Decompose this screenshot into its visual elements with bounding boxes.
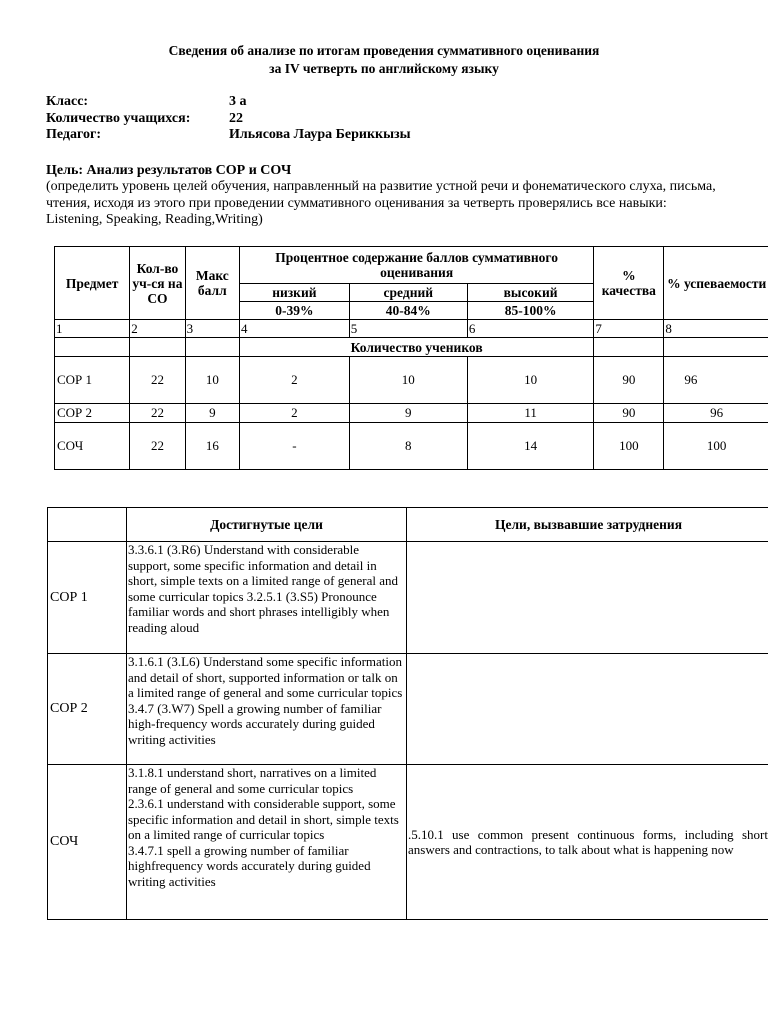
row-low: 2 [239, 357, 349, 404]
row-subject: СОЧ [55, 423, 130, 470]
header-high: высокий [467, 284, 593, 302]
row-progress: 100 [664, 423, 768, 470]
goal-description: (определить уровень целей обучения, направленный на развитие устной речи и фонематического слуха, письма, чтения, исходя из этого при проведении суммативного оценивания за четверть проверялись все навыки: Listening, Speaking, Reading,Writing) [46, 179, 716, 227]
students-label: Количество учащихся: [46, 110, 191, 126]
row-quality: 90 [594, 404, 664, 423]
row-quality: 90 [594, 357, 664, 404]
document-title-line1: Сведения об анализе по итогам проведения суммативного оценивания [168, 43, 600, 58]
col-number: 2 [130, 320, 185, 338]
row-low: - [239, 423, 349, 470]
difficulty-goal: .5.10.1 use common present continuous forms, including short answers and contractions, to talk about what is happening now [407, 765, 768, 920]
header-low: низкий [239, 284, 349, 302]
table-row [48, 542, 768, 654]
teacher-label: Педагог: [46, 127, 102, 142]
col-number: 5 [349, 320, 467, 338]
results-table [54, 246, 768, 470]
header-mid-range: 40-84% [349, 302, 467, 320]
row-subject: СОР 2 [55, 404, 130, 423]
row-count: 22 [130, 404, 185, 423]
row-count: 22 [130, 423, 185, 470]
students-value: 22 [229, 110, 243, 126]
teacher-value: Ильясова Лаура Бериккызы [229, 127, 411, 142]
row-mid: 8 [349, 423, 467, 470]
document-title-line2: за IV четверть по английскому языку [269, 61, 499, 76]
achieved-goal: 3.3.6.1 (3.R6) Understand with considerable support, some specific information and detail in short, simple texts on a limited range of general and some curricular topics 3.2.5.1 (3.S5) Pronounce familiar words and short phrases intelligibly when reading aloud [128, 542, 399, 635]
header-percent-content: Процентное содержание баллов суммативного оценивания [239, 247, 593, 284]
students-count-label: Количество учеников [239, 338, 593, 357]
class-label: Класс: [46, 94, 89, 109]
table-row [48, 765, 768, 920]
row-mid: 10 [349, 357, 467, 404]
col-number: 7 [594, 320, 664, 338]
achieved-goal: 2.3.6.1 understand with considerable support, some specific information and detail in short, simple texts on a limited range of curricular topics [128, 796, 399, 842]
achieved-goal: 3.1.6.1 (3.L6) Understand some specific information and detail of short, supported information or talk on a limited range of general and some curricular topics 3.4.7 (3.W7) Spell a growing number of familiar high-frequency words accurately during guided writing activities [128, 654, 403, 747]
col-number: 6 [467, 320, 593, 338]
header-difficulties: Цели, вызвавшие затруднения [407, 508, 768, 542]
col-number: 8 [664, 320, 768, 338]
table-row [55, 404, 768, 423]
col-number: 4 [239, 320, 349, 338]
header-quality: % качества [594, 247, 664, 320]
row-name: СОР 1 [48, 542, 127, 654]
header-max: Макс балл [185, 247, 239, 320]
row-high: 14 [467, 423, 593, 470]
info-block [46, 94, 411, 144]
header-subject: Предмет [55, 247, 130, 320]
difficulty-goal [407, 654, 768, 765]
achieved-goal: 3.1.8.1 understand short, narratives on a limited range of general and some curricular topics [128, 765, 377, 796]
header-low-range: 0-39% [239, 302, 349, 320]
row-max: 9 [185, 404, 239, 423]
row-high: 11 [467, 404, 593, 423]
class-value: 3 а [229, 94, 247, 109]
row-progress: 96 [664, 357, 768, 404]
row-high: 10 [467, 357, 593, 404]
table-row [55, 357, 768, 404]
header-achieved: Достигнутые цели [127, 508, 407, 542]
achieved-goal: 3.4.7.1 spell a growing number of familiar highfrequency words accurately during guided writing activities [128, 842, 371, 889]
column-numbers-row [55, 320, 768, 338]
row-name: СОЧ [48, 765, 127, 920]
row-count: 22 [130, 357, 185, 404]
difficulty-goal [407, 542, 768, 654]
goal-title: Цель: Анализ результатов СОР и СОЧ [46, 163, 292, 178]
row-mid: 9 [349, 404, 467, 423]
row-quality: 100 [594, 423, 664, 470]
header-mid: средний [349, 284, 467, 302]
row-subject: СОР 1 [55, 357, 130, 404]
goals-table [47, 507, 768, 920]
row-low: 2 [239, 404, 349, 423]
row-max: 10 [185, 357, 239, 404]
col-number: 3 [185, 320, 239, 338]
row-progress: 96 [664, 404, 768, 423]
table-row [48, 654, 768, 765]
header-count: Кол-во уч-ся на СО [130, 247, 185, 320]
col-number: 1 [55, 320, 130, 338]
row-name: СОР 2 [48, 654, 127, 765]
header-high-range: 85-100% [467, 302, 593, 320]
table-row [55, 423, 768, 470]
row-max: 16 [185, 423, 239, 470]
header-progress: % успеваемости [664, 247, 768, 320]
